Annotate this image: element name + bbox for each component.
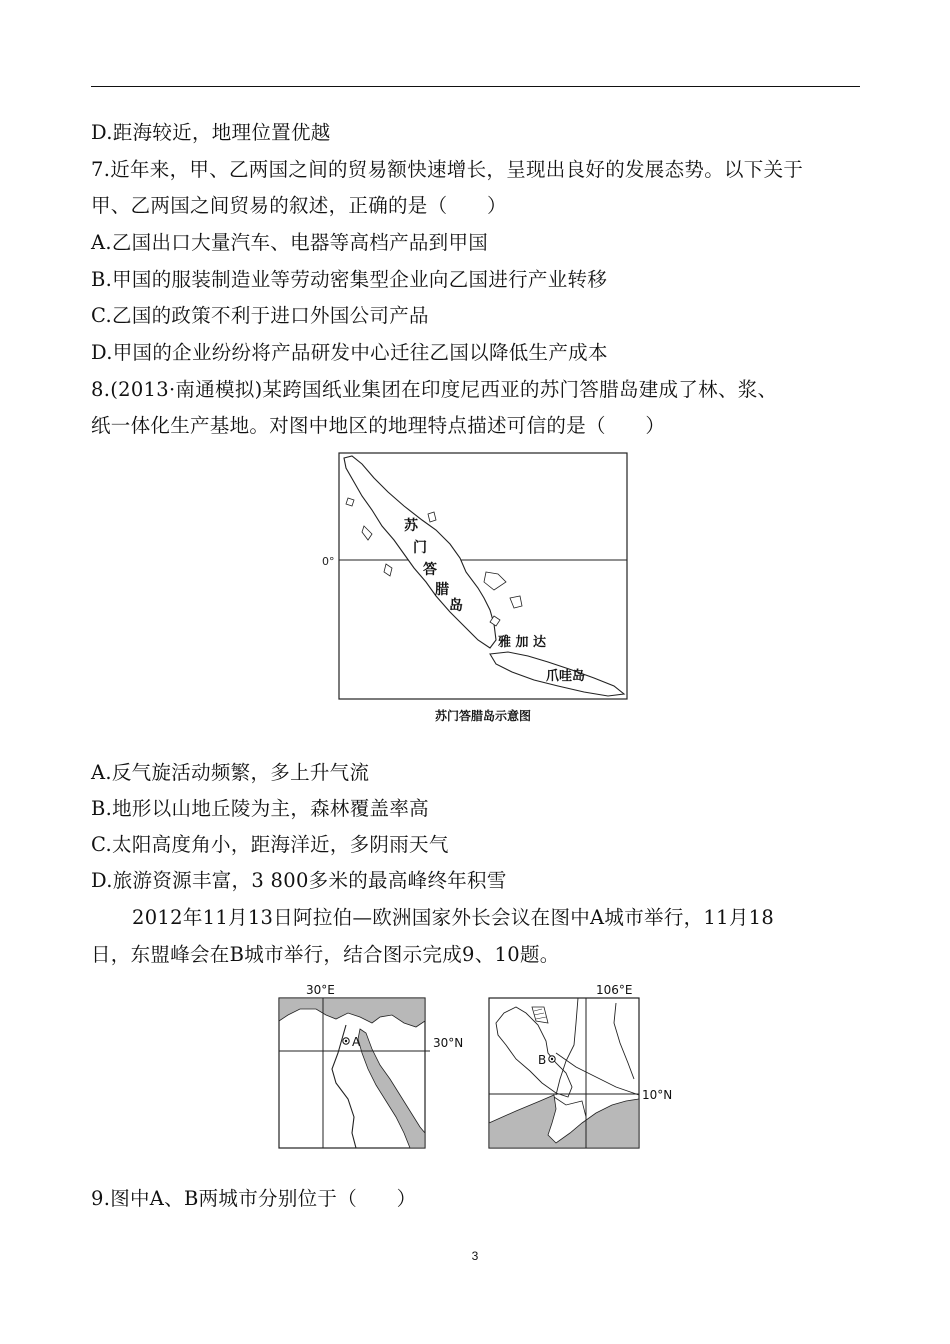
intro-line2: 日，东盟峰会在B城市举行，结合图示完成9、10题。	[91, 943, 560, 966]
island-char-1: 苏	[404, 518, 418, 534]
option-7b: B.甲国的服装制造业等劳动密集型企业向乙国进行产业转移	[91, 268, 608, 291]
map-caption: 苏门答腊岛示意图	[434, 709, 532, 723]
city-a-label: A	[352, 1035, 361, 1049]
question-8-line2: 纸一体化生产基地。对图中地区的地理特点描述可信的是（ ）	[91, 414, 666, 437]
header-rule	[91, 86, 860, 87]
lat-10n-label: 10°N	[642, 1088, 673, 1102]
option-8c: C.太阳高度角小，距海洋近，多阴雨天气	[91, 833, 449, 856]
option-8b: B.地形以山地丘陵为主，森林覆盖率高	[91, 797, 429, 820]
question-7-line1: 7.近年来，甲、乙两国之间的贸易额快速增长，呈现出良好的发展态势。以下关于	[91, 158, 804, 181]
lat-30n-label: 30°N	[433, 1036, 464, 1050]
map-b	[486, 983, 686, 1153]
question-8-line1: 8.(2013·南通模拟)某跨国纸业集团在印度尼西亚的苏门答腊岛建成了林、浆、	[91, 378, 778, 401]
option-8a: A.反气旋活动频繁，多上升气流	[91, 761, 370, 784]
java-label: 爪哇岛	[546, 669, 586, 684]
island-char-2: 门	[413, 540, 427, 556]
option-8d: D.旅游资源丰富，3 800多米的最高峰终年积雪	[91, 869, 507, 892]
island-char-4: 腊	[435, 582, 449, 598]
equator-label: 0°	[322, 555, 335, 568]
lon-30e-label: 30°E	[306, 983, 335, 997]
sumatra-map	[318, 448, 638, 728]
option-7d: D.甲国的企业纷纷将产品研发中心迁往乙国以降低生产成本	[91, 341, 608, 364]
question-9: 9.图中A、B两城市分别位于（ ）	[91, 1187, 417, 1210]
city-b-label: B	[538, 1053, 547, 1067]
island-char-3: 答	[423, 562, 437, 578]
option-7c: C.乙国的政策不利于进口外国公司产品	[91, 304, 429, 327]
option-7a: A.乙国出口大量汽车、电器等高档产品到甲国	[91, 231, 489, 254]
jakarta-label: 雅 加 达	[498, 635, 547, 650]
intro-line1: 2012年11月13日阿拉伯—欧洲国家外长会议在图中A城市举行，11月18	[132, 906, 775, 929]
page-number: 3	[471, 1249, 479, 1263]
question-7-line2: 甲、乙两国之间贸易的叙述，正确的是（ ）	[91, 194, 507, 217]
island-char-5: 岛	[449, 598, 463, 614]
lon-106e-label: 106°E	[596, 983, 633, 997]
option-7-prev-d: D.距海较近，地理位置优越	[91, 121, 331, 144]
map-a	[276, 983, 476, 1153]
